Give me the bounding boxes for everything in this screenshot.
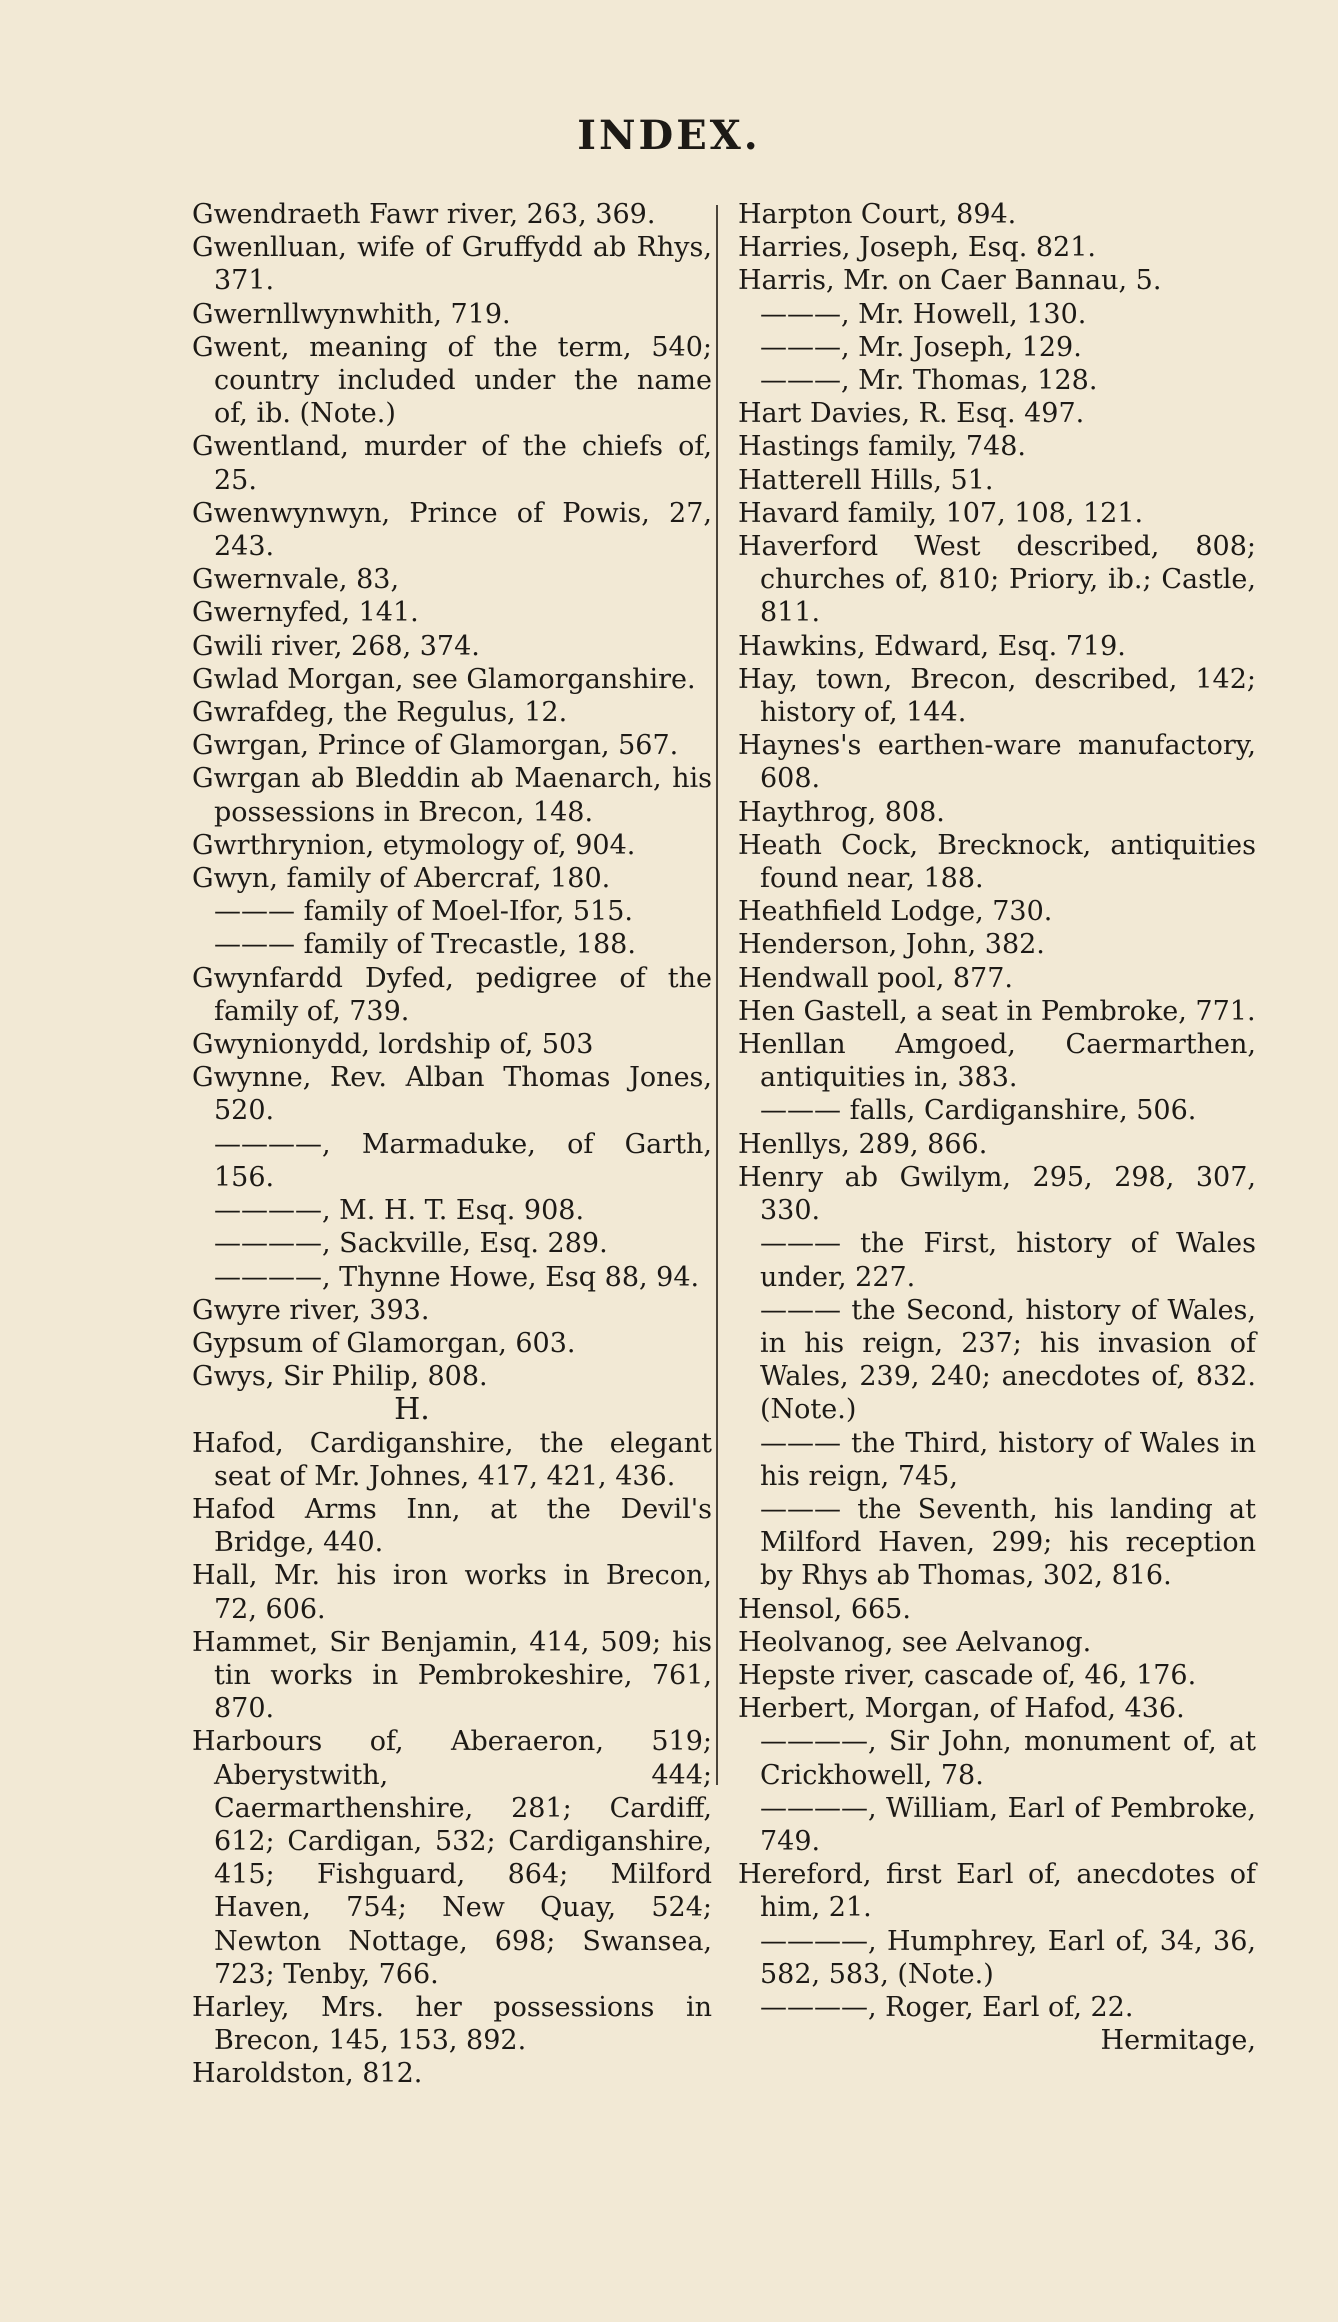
index-entry: Hawkins, Edward, Esq. 719.: [738, 630, 1126, 662]
index-entry: ——— the Third, history of Wales in his reign, 745,: [760, 1427, 1256, 1492]
index-entry: ——— family of Trecastle, 188.: [214, 929, 636, 961]
index-entry: ————, Marmaduke, of Garth, 156.: [214, 1128, 712, 1193]
index-entry: Gwernvale, 83,: [192, 564, 400, 596]
index-entry: ————, Sackville, Esq. 289.: [214, 1228, 608, 1260]
index-entry: Herbert, Morgan, of Hafod, 436.: [738, 1693, 1185, 1725]
index-entry: Henllys, 289, 866.: [738, 1128, 988, 1160]
index-entry: Harley, Mrs. her possessions in Brecon, 145, 153, 892.: [192, 1991, 712, 2057]
index-entry: Hammet, Sir Benjamin, 414, 509; his tin works in Pembrokeshire, 761, 870.: [192, 1626, 712, 1725]
index-entry: Gwrafdeg, the Regulus, 12.: [192, 697, 568, 729]
left-column: [192, 198, 712, 2091]
catchword: Hermitage,: [1100, 2025, 1256, 2057]
index-entry: Hensol, 665.: [738, 1593, 911, 1625]
index-entry: Heolvanog, see Aelvanog.: [738, 1626, 1092, 1658]
index-entry: Hafod, Cardiganshire, the elegant seat of Mr. Johnes, 417, 421, 436.: [192, 1427, 712, 1492]
index-entry: ————, Thynne Howe, Esq 88, 94.: [214, 1261, 700, 1293]
index-entry: ————, M. H. T. Esq. 908.: [214, 1195, 585, 1227]
index-entry: Gwendraeth Fawr river, 263, 369.: [192, 199, 656, 230]
index-entry: Gwyre river, 393.: [192, 1294, 430, 1326]
page-title: INDEX.: [577, 112, 761, 159]
index-entry: Gwenwynwyn, Prince of Powis, 27, 243.: [192, 497, 712, 563]
index-entry: Gwent, meaning of the term, 540; country included under the name of, ib. (Note.): [192, 331, 712, 430]
index-entry: Henllan Amgoed, Caermarthen, antiquities in, 383.: [738, 1029, 1256, 1094]
index-entry: ——— the Second, history of Wales, in his reign, 237; his invasion of Wales, 239, 240; anecdotes of, 832. (Note.): [760, 1294, 1256, 1426]
index-entry: Gwyn, family of Abercraf, 180.: [192, 863, 611, 895]
index-entry: ———, Mr. Howell, 130.: [760, 298, 1087, 330]
index-entry: Hart Davies, R. Esq. 497.: [738, 398, 1085, 430]
index-entry: ———, Mr. Thomas, 128.: [760, 365, 1098, 397]
index-entry: Haroldston, 812.: [192, 2058, 423, 2090]
index-entry: Heathfield Lodge, 730.: [738, 896, 1053, 928]
index-entry: ——— falls, Cardiganshire, 506.: [760, 1095, 1197, 1127]
index-entry: Heath Cock, Brecknock, antiquities found near, 188.: [738, 829, 1256, 895]
index-entry: Gwys, Sir Philip, 808.: [192, 1361, 488, 1393]
index-entry: Gwernllwynwhith, 719.: [192, 298, 511, 330]
index-entry: Gwlad Morgan, see Glamorganshire.: [192, 663, 696, 695]
index-entry: Gwynionydd, lordship of, 503: [192, 1029, 594, 1061]
index-entry: Gwrgan, Prince of Glamorgan, 567.: [192, 730, 679, 762]
index-entry: Henry ab Gwilym, 295, 298, 307, 330.: [738, 1161, 1256, 1227]
index-entry: ————, Humphrey, Earl of, 34, 36, 582, 583, (Note.): [760, 1925, 1256, 1990]
index-entry: ———, Mr. Joseph, 129.: [760, 331, 1082, 363]
index-entry: Hendwall pool, 877.: [738, 962, 1013, 994]
index-entry: Harpton Court, 894.: [738, 199, 1017, 230]
index-entry: Hastings family, 748.: [738, 431, 1027, 463]
right-column: [738, 198, 1256, 2057]
column-divider: [716, 205, 718, 1785]
index-entry: Hay, town, Brecon, described, 142; history of, 144.: [738, 663, 1256, 729]
index-entry: ——— the Seventh, his landing at Milford Haven, 299; his reception by Rhys ab Thomas, 302, 816.: [760, 1493, 1256, 1592]
index-entry: ————, Sir John, monument of, at Crickhowell, 78.: [760, 1726, 1256, 1791]
index-entry: Gwernyfed, 141.: [192, 597, 419, 629]
index-entry: Hafod Arms Inn, at the Devil's Bridge, 440.: [192, 1493, 712, 1559]
index-entry: Gwentland, murder of the chiefs of, 25.: [192, 431, 712, 496]
index-entry: Haynes's earthen-ware manufactory, 608.: [738, 730, 1256, 795]
index-entry: Gwynfardd Dyfed, pedigree of the family of, 739.: [192, 962, 712, 1027]
index-entry: Hepste river, cascade of, 46, 176.: [738, 1659, 1197, 1691]
index-entry: ——— family of Moel-Ifor, 515.: [214, 896, 633, 928]
index-entry: Hatterell Hills, 51.: [738, 464, 994, 496]
index-entry: Gwrthrynion, etymology of, 904.: [192, 829, 636, 861]
index-entry: Harris, Mr. on Caer Bannau, 5.: [738, 265, 1162, 297]
index-entry: Havard family, 107, 108, 121.: [738, 497, 1144, 529]
section-heading: H.: [394, 1392, 430, 1428]
index-entry: Gwenlluan, wife of Gruffydd ab Rhys, 371.: [192, 232, 712, 297]
index-entry: Haverford West described, 808; churches of, 810; Priory, ib.; Castle, 811.: [738, 531, 1256, 629]
index-entry: Gypsum of Glamorgan, 603.: [192, 1327, 576, 1359]
index-entry: Hereford, first Earl of, anecdotes of him, 21.: [738, 1859, 1256, 1924]
index-entry: ——— the First, history of Wales under, 227.: [760, 1228, 1256, 1293]
index-entry: Harries, Joseph, Esq. 821.: [738, 232, 1096, 264]
index-entry: Harbours of, Aberaeron, 519; Aberystwith, 444; Caermarthenshire, 281; Cardiff, 612; Cardigan, 532; Cardiganshire, 415; Fishguard, 864; Milford Haven, 754; New Quay, 524; Newton Nottage, 698; Swansea, 723; Tenby, 766.: [192, 1726, 712, 1990]
index-entry: Gwili river, 268, 374.: [192, 630, 480, 662]
index-entry: Gwrgan ab Bleddin ab Maenarch, his possessions in Brecon, 148.: [192, 763, 712, 828]
index-entry: ————, Roger, Earl of, 22.: [760, 1991, 1134, 2023]
index-entry: Hen Gastell, a seat in Pembroke, 771.: [738, 995, 1256, 1027]
index-entry: Haythrog, 808.: [738, 796, 945, 828]
index-entry: Henderson, John, 382.: [738, 929, 1045, 961]
index-entry: Hall, Mr. his iron works in Brecon, 72, 606.: [192, 1560, 712, 1625]
index-entry: ————, William, Earl of Pembroke, 749.: [760, 1792, 1256, 1857]
index-entry: Gwynne, Rev. Alban Thomas Jones, 520.: [192, 1062, 712, 1127]
